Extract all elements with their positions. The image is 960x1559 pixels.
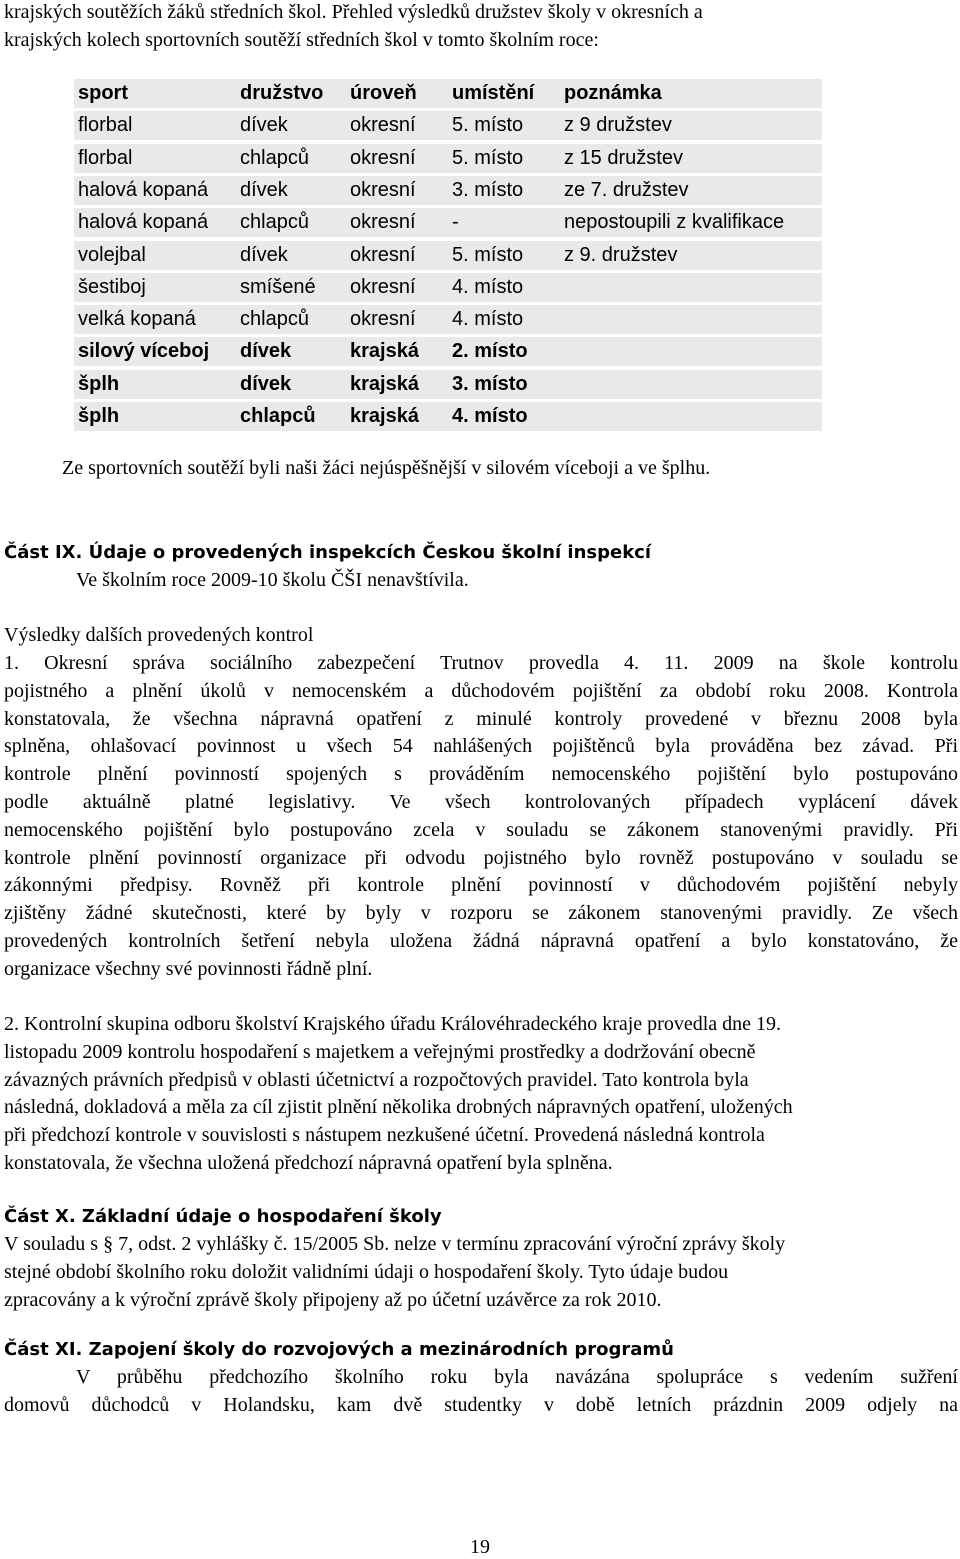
table-header-cell: družstvo <box>240 82 324 104</box>
table-cell: šplh <box>78 372 120 395</box>
paragraph-line: pojistného a plnění úkolů v nemocenském a důchodovém pojištění za období roku 2008. Kontrola <box>4 679 958 702</box>
section-9-text: Ve školním roce 2009-10 školu ČŠI nenavštívila. <box>76 569 469 591</box>
table-cell: smíšené <box>240 275 316 298</box>
table-cell: okresní <box>350 146 416 169</box>
table-row <box>74 273 822 302</box>
table-header-cell: sport <box>78 82 128 104</box>
paragraph-line: při předchozí kontrole v souvislosti s nástupem nezkušené účetní. Provedená následná kontrola <box>4 1124 765 1147</box>
table-cell: okresní <box>350 178 416 201</box>
paragraph-line: zákonnými předpisy. Rovněž při kontrole plnění povinností v důchodovém pojištění nebyly <box>4 874 958 897</box>
table-row <box>74 176 822 205</box>
table-cell: okresní <box>350 308 416 331</box>
table-cell: 4. místo <box>452 308 524 331</box>
table-cell: dívek <box>240 178 288 201</box>
table-row <box>74 208 822 237</box>
section-10-heading: Část X. Základní údaje o hospodaření školy <box>4 1206 442 1227</box>
table-row <box>74 144 822 173</box>
table-cell: halová kopaná <box>78 211 209 234</box>
paragraph-line: konstatovala, že všechna nápravná opatření z minulé kontroly provedené v březnu 2008 byla <box>4 707 958 730</box>
table-cell: 5. místo <box>452 243 524 266</box>
paragraph-line: kontrole plnění povinností organizace při odvodu pojistného bylo rovněž postupováno v souladu se <box>4 846 958 869</box>
section-9-heading: Část IX. Údaje o provedených inspekcích Českou školní inspekcí <box>4 542 652 563</box>
table-row <box>74 370 822 399</box>
paragraph-line: zjištěny žádné skutečnosti, které by byly v rozporu se zákonem stanovenými pravidly. Ze všech <box>4 902 958 925</box>
paragraph-line: zpracovány a k výroční zprávě školy připojeny až po účetní uzávěrce za rok 2010. <box>4 1289 662 1311</box>
table-cell: dívek <box>240 243 288 266</box>
table-cell: nepostoupili z kvalifikace <box>564 211 785 234</box>
table-cell: 3. místo <box>452 178 524 201</box>
paragraph-line: podle aktuálně platné legislativy. Ve všech kontrolovaných případech vyplácení dávek <box>4 791 958 813</box>
paragraph-line: kontrole plnění povinností spojených s prováděním nemocenského pojištění bylo postupováno <box>4 763 958 786</box>
table-row <box>74 305 822 334</box>
table-cell: florbal <box>78 114 133 137</box>
table-cell: šplh <box>78 405 120 427</box>
table-cell: ze 7. družstev <box>564 178 689 201</box>
table-cell: krajská <box>350 405 419 427</box>
table-row <box>74 402 822 431</box>
table-row <box>74 111 822 140</box>
page-number: 19 <box>470 1536 490 1558</box>
paragraph-line: listopadu 2009 kontrolu hospodaření s majetkem a veřejnými prostředky a dodržování obecně <box>4 1040 756 1063</box>
table-cell: - <box>452 211 459 234</box>
section-11-line-1: V průběhu předchozího školního roku byla navázána spolupráce s vedením sužření <box>76 1366 958 1388</box>
table-cell: šestiboj <box>78 275 146 298</box>
table-cell: 4. místo <box>452 405 528 427</box>
paragraph-line: konstatovala, že všechna uložená předchozí nápravná opatření byla splněna. <box>4 1152 613 1174</box>
table-header-cell: umístění <box>452 82 535 104</box>
table-cell: chlapců <box>240 211 309 234</box>
table-cell: halová kopaná <box>78 178 209 201</box>
table-cell: z 9. družstev <box>564 243 678 266</box>
section-9-subheading: Výsledky dalších provedených kontrol <box>4 624 314 646</box>
table-cell: velká kopaná <box>78 308 196 331</box>
table-cell: 5. místo <box>452 146 524 169</box>
table-cell: chlapců <box>240 146 309 169</box>
table-cell: okresní <box>350 114 416 137</box>
table-cell: 3. místo <box>452 372 528 395</box>
table-row <box>74 241 822 270</box>
table-cell: 5. místo <box>452 114 524 137</box>
paragraph-line: následná, dokladová a měla za cíl zjistit plnění několika drobných nápravných opatření, uložených <box>4 1096 793 1119</box>
table-cell: volejbal <box>78 243 146 266</box>
table-cell: 2. místo <box>452 340 528 363</box>
table-cell: dívek <box>240 340 292 363</box>
table-header-cell: úroveň <box>350 82 417 104</box>
table-cell: 4. místo <box>452 275 524 298</box>
table-note: Ze sportovních soutěží byli naši žáci nejúspěšnější v silovém víceboji a ve šplhu. <box>62 457 711 479</box>
table-cell: krajská <box>350 372 419 395</box>
table-cell: okresní <box>350 243 416 266</box>
table-cell: silový víceboj <box>78 340 210 363</box>
paragraph-1-last-line: organizace všechny své povinnosti řádně plní. <box>4 958 373 980</box>
table-cell: okresní <box>350 275 416 298</box>
table-cell: z 15 družstev <box>564 146 683 169</box>
paragraph-line: provedených kontrolních šetření nebyla uložena žádná nápravná opatření a bylo konstatováno, že <box>4 930 958 952</box>
table-cell: okresní <box>350 211 416 234</box>
intro-line-1: krajských soutěžích žáků středních škol. Přehled výsledků družstev školy v okresních a <box>4 1 703 23</box>
paragraph-line: 2. Kontrolní skupina odboru školství Krajského úřadu Královéhradeckého kraje provedla dne 19. <box>4 1013 782 1035</box>
table-cell: krajská <box>350 340 419 363</box>
paragraph-line: splněna, ohlašovací povinnost u všech 54 nahlášených pojištěnců byla prováděna bez závad. Při <box>4 735 958 758</box>
section-11-heading: Část XI. Zapojení školy do rozvojových a mezinárodních programů <box>4 1339 674 1360</box>
table-row <box>74 337 822 366</box>
table-header-cell: poznámka <box>564 82 662 104</box>
table-cell: florbal <box>78 146 133 169</box>
intro-line-2: krajských kolech sportovních soutěží středních škol v tomto školním roce: <box>4 29 599 51</box>
paragraph-line: nemocenského pojištění bylo postupováno zcela v souladu se zákonem stanovenými pravidly. Při <box>4 818 958 841</box>
table-cell: dívek <box>240 372 292 395</box>
paragraph-line: stejné období školního roku doložit validními údaji o hospodaření školy. Tyto údaje budou <box>4 1261 729 1283</box>
paragraph-line: závazných právních předpisů v oblasti účetnictví a rozpočtových pravidel. Tato kontrola byla <box>4 1068 749 1091</box>
table-header-row <box>74 79 822 108</box>
table-cell: z 9 družstev <box>564 114 672 137</box>
paragraph-line: V souladu s § 7, odst. 2 vyhlášky č. 15/2005 Sb. nelze v termínu zpracování výroční zprávy školy <box>4 1233 786 1255</box>
table-cell: dívek <box>240 114 288 137</box>
table-cell: chlapců <box>240 308 309 331</box>
section-11-line-2: domovů důchodců v Holandsku, kam dvě studentky v době letních prázdnin 2009 odjely na <box>4 1394 958 1416</box>
table-cell: chlapců <box>240 405 316 427</box>
paragraph-line: 1. Okresní správa sociálního zabezpečení Trutnov provedla 4. 11. 2009 na škole kontrolu <box>4 652 958 674</box>
